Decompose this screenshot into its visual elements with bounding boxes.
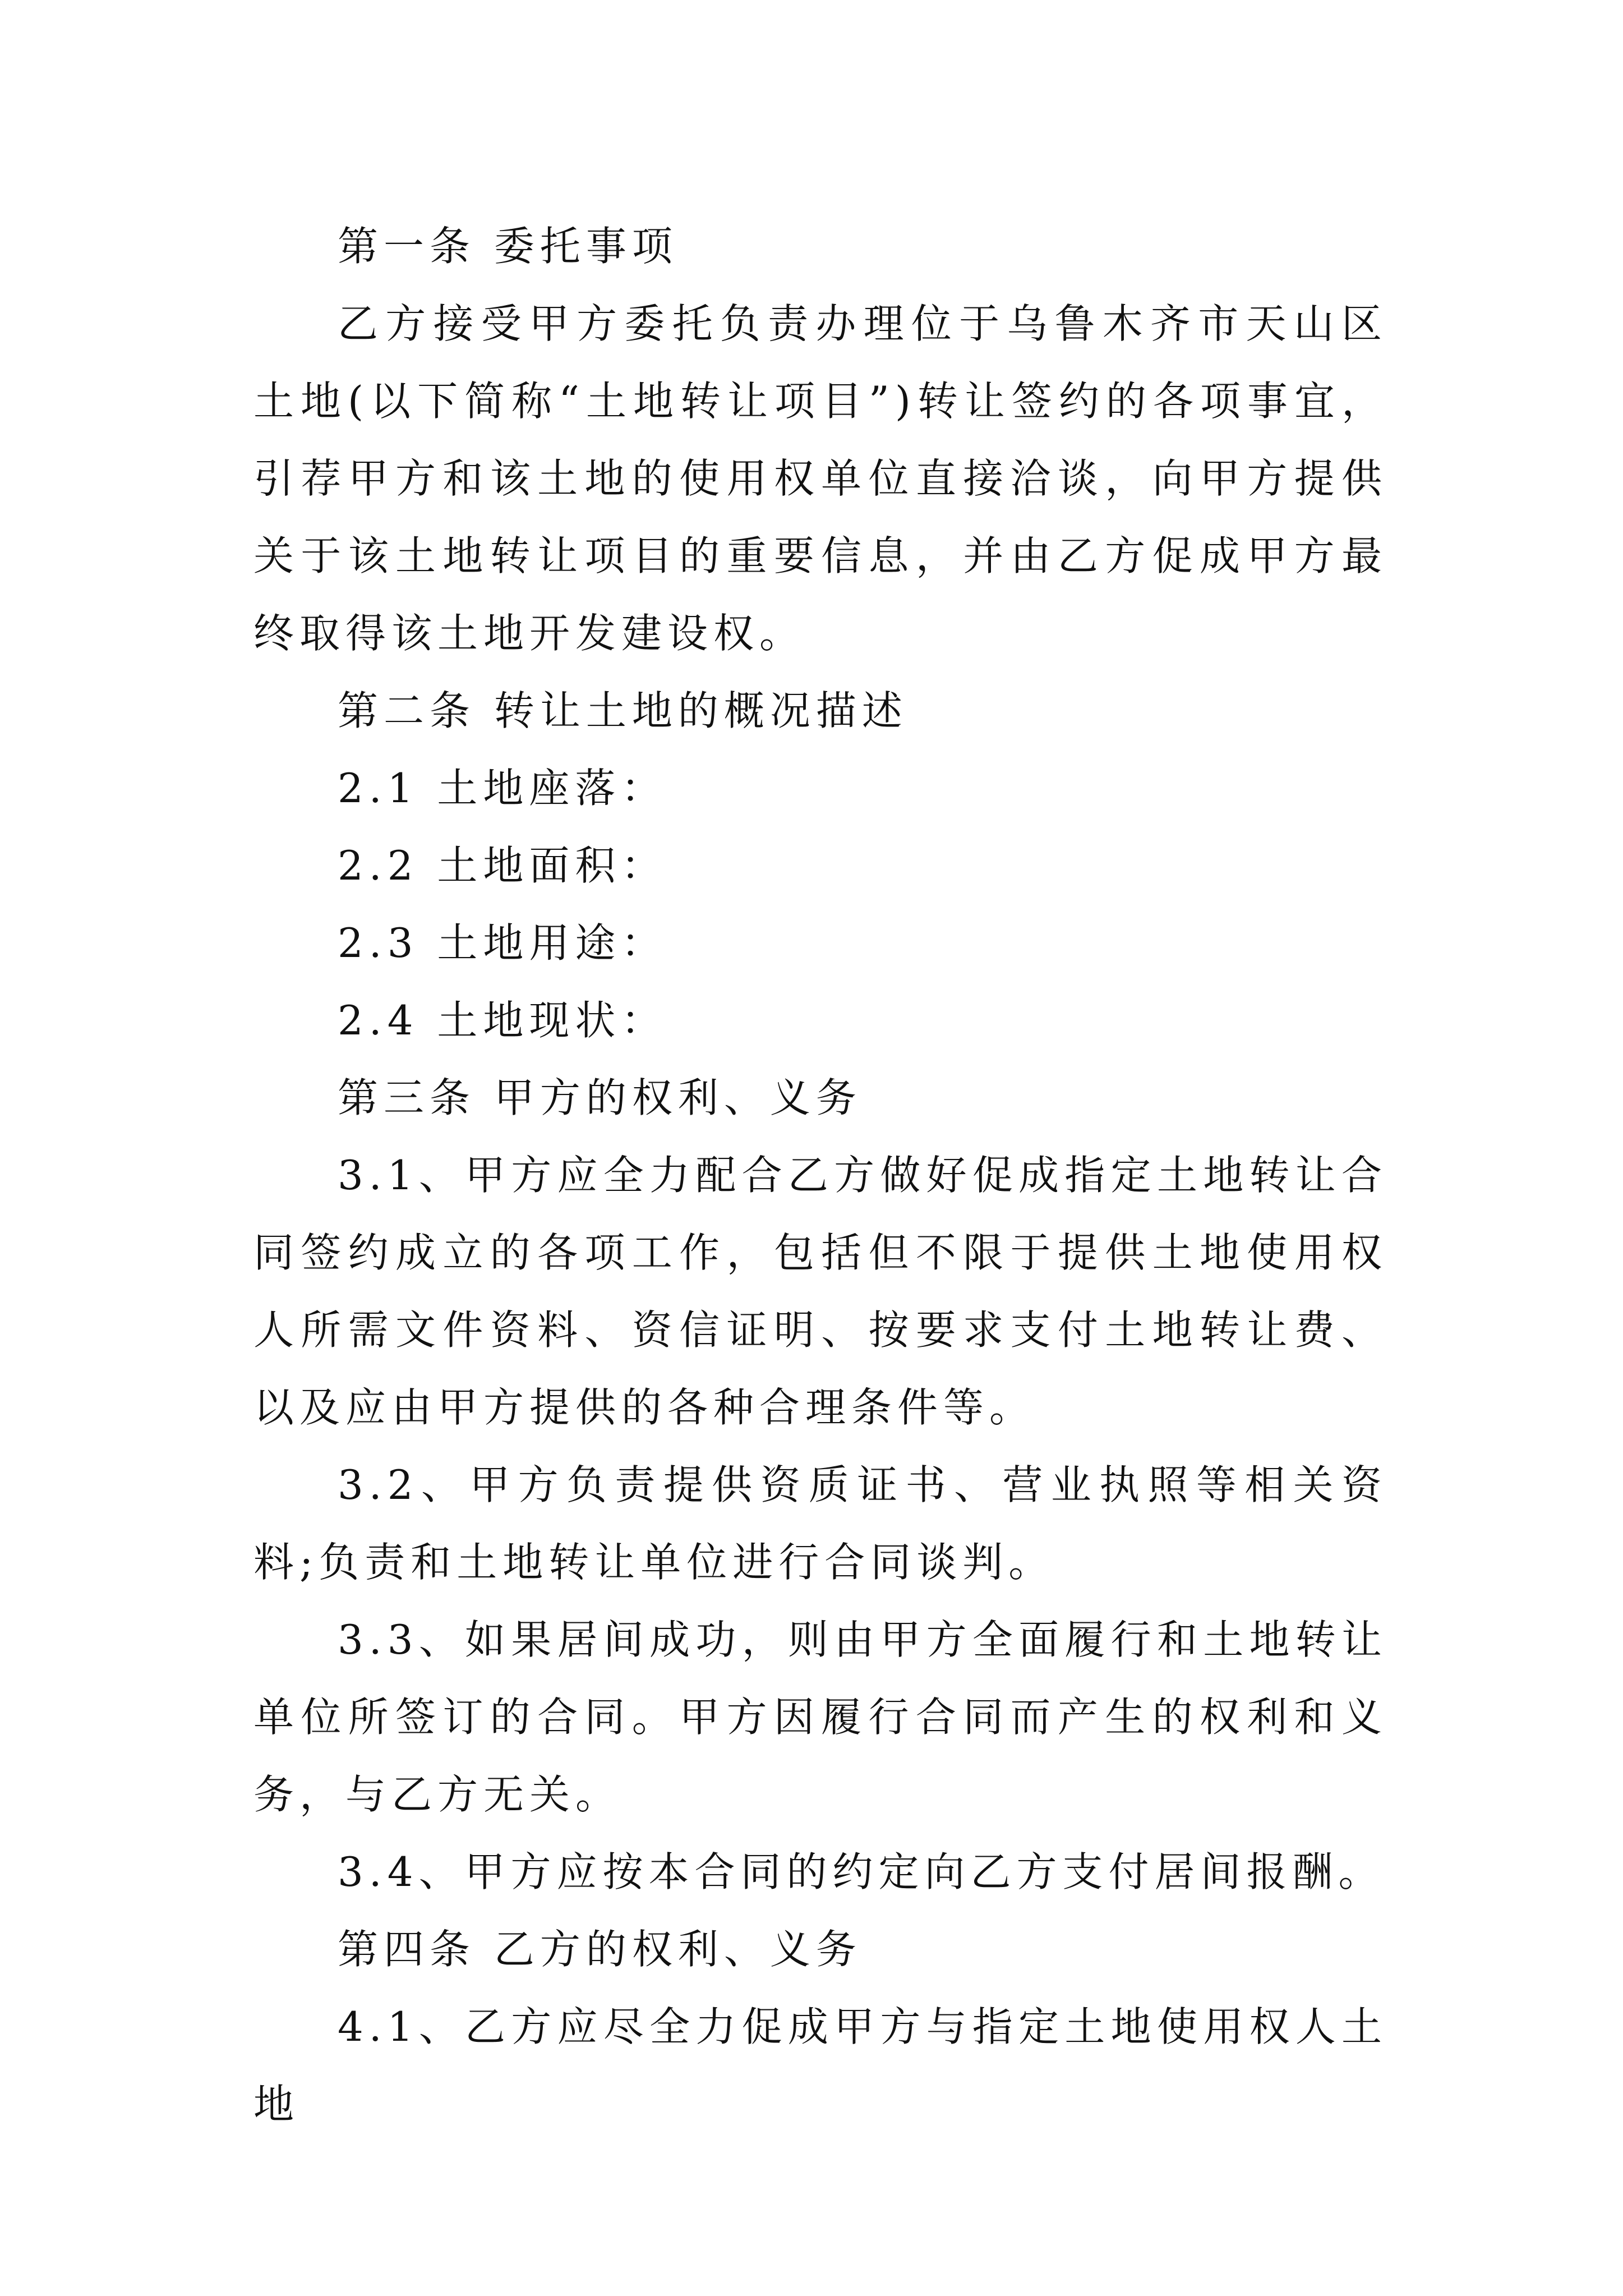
clause-2-1: 2.1 土地座落：	[338, 765, 667, 812]
article-1-heading: 第一条 委托事项	[338, 223, 678, 270]
article-3-heading: 第三条 甲方的权利、义务	[338, 1074, 862, 1121]
clause-3-3: 3.3、如果居间成功，则由甲方全面履行和土地转让单位所签订的合同。甲方因履行合同而产生的权利和义务，与乙方无关。	[253, 1616, 1387, 1818]
clause-3-4: 3.4、甲方应按本合同的约定向乙方支付居间报酬。	[338, 1848, 1385, 1895]
document-body	[253, 208, 1387, 2143]
article-1-body: 乙方接受甲方委托负责办理位于乌鲁木齐市天山区土地(以下简称“土地转让项目”)转让签约的各项事宜，引荐甲方和该土地的使用权单位直接洽谈，向甲方提供关于该土地转让项目的重要信息，并由乙方促成甲方最终取得该土地开发建设权。	[253, 300, 1387, 657]
clause-3-1: 3.1、甲方应全力配合乙方做好促成指定土地转让合同签约成立的各项工作，包括但不限于提供土地使用权人所需文件资料、资信证明、按要求支付土地转让费、以及应由甲方提供的各种合理条件等。	[253, 1152, 1387, 1431]
clause-2-4: 2.4 土地现状：	[338, 997, 667, 1044]
clause-3-2: 3.2、甲方负责提供资质证书、营业执照等相关资料;负责和土地转让单位进行合同谈判。	[253, 1461, 1387, 1586]
clause-2-2: 2.2 土地面积：	[338, 842, 667, 889]
clause-2-3: 2.3 土地用途：	[338, 919, 667, 967]
clause-4-1: 4.1、乙方应尽全力促成甲方与指定土地使用权人土地	[253, 2003, 1387, 2128]
article-2-heading: 第二条 转让土地的概况描述	[338, 687, 908, 734]
article-4-heading: 第四条 乙方的权利、义务	[338, 1926, 862, 1973]
